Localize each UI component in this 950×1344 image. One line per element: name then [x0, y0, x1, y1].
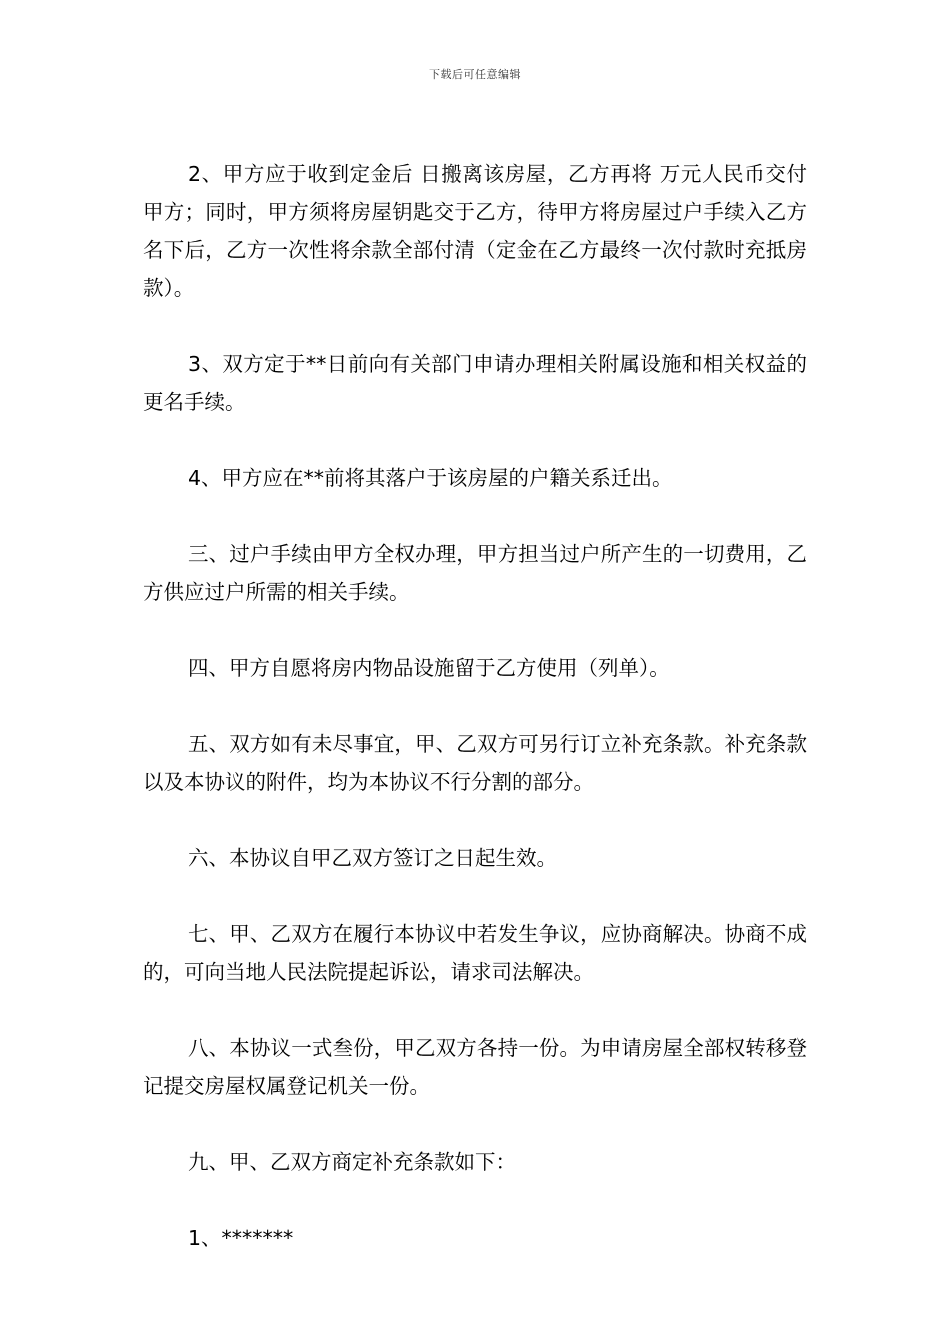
clause-3-paragraph: 3、双方定于**日前向有关部门申请办理相关附属设施和相关权益的更名手续。: [143, 352, 807, 414]
section-6-paragraph: 六、本协议自甲乙双方签订之日起生效。: [188, 846, 557, 870]
document-body: [143, 155, 807, 1295]
section-8-paragraph: 八、本协议一式叁份，甲乙双方各持一份。为申请房屋全部权转移登记提交房屋权属登记机关一份。: [143, 1036, 807, 1098]
clause-4-paragraph: 4、甲方应在**前将其落户于该房屋的户籍关系迁出。: [188, 466, 673, 490]
section-9-paragraph: 九、甲、乙双方商定补充条款如下：: [188, 1150, 516, 1174]
supplementary-item-1: 1、*******: [188, 1226, 294, 1250]
section-3-paragraph: 三、过户手续由甲方全权办理，甲方担当过户所产生的一切费用，乙方供应过户所需的相关手续。: [143, 542, 807, 604]
section-4-paragraph: 四、甲方自愿将房内物品设施留于乙方使用（列单）。: [188, 656, 670, 680]
section-5-paragraph: 五、双方如有未尽事宜，甲、乙双方可另行订立补充条款。补充条款以及本协议的附件，均为本协议不行分割的部分。: [143, 732, 807, 794]
clause-2-paragraph: 2、甲方应于收到定金后 日搬离该房屋，乙方再将 万元人民币交付甲方；同时，甲方须将房屋钥匙交于乙方，待甲方将房屋过户手续入乙方名下后，乙方一次性将余款全部付清（定金在乙方最终一次付款时充抵房款）。: [143, 162, 807, 300]
section-7-paragraph: 七、甲、乙双方在履行本协议中若发生争议，应协商解决。协商不成的，可向当地人民法院提起诉讼，请求司法解决。: [143, 922, 807, 984]
page-header: 下载后可任意编辑: [429, 68, 521, 81]
